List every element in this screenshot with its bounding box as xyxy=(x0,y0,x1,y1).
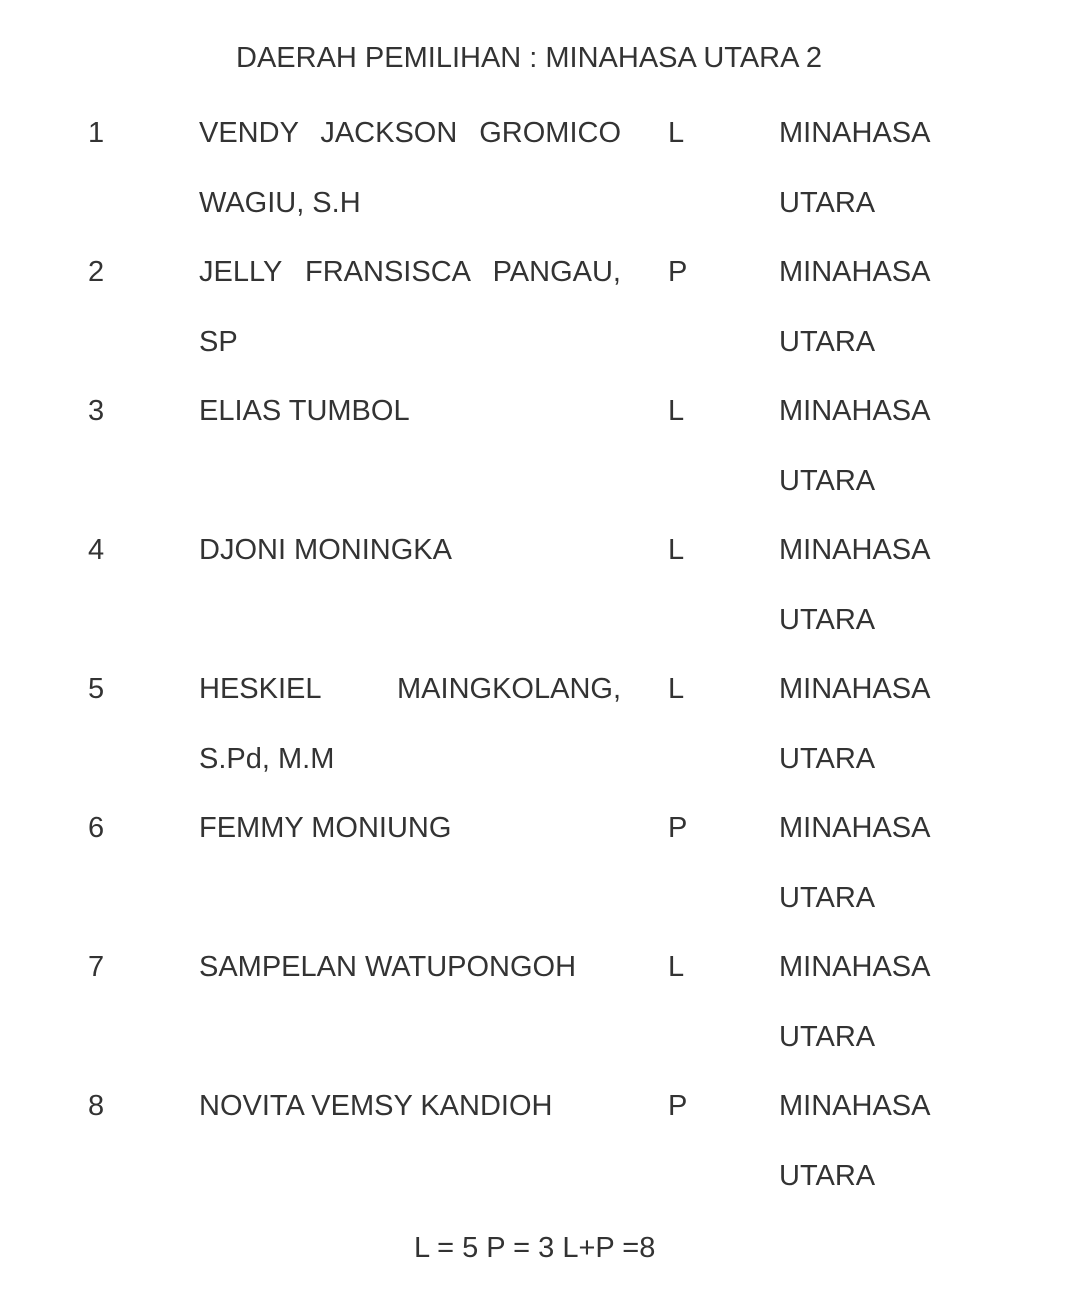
candidate-region-line-2: UTARA xyxy=(779,187,876,219)
candidate-name xyxy=(199,256,621,396)
candidate-name-line-2 xyxy=(199,465,621,535)
page-title: DAERAH PEMILIHAN : MINAHASA UTARA 2 xyxy=(236,42,823,74)
candidate-region-line-2: UTARA xyxy=(779,882,876,914)
candidate-name-line-1: HESKIEL MAINGKOLANG, xyxy=(199,673,621,705)
candidate-region-line-1: MINAHASA xyxy=(779,951,931,983)
candidate-row xyxy=(0,534,1080,673)
candidate-name-line-2: S.Pd, M.M xyxy=(199,743,335,775)
candidate-region xyxy=(779,1090,930,1230)
candidate-region xyxy=(779,673,930,813)
candidate-number: 4 xyxy=(88,534,105,566)
candidate-row xyxy=(0,1090,1080,1229)
candidate-gender: P xyxy=(668,256,688,288)
candidate-row xyxy=(0,117,1080,256)
candidate-row xyxy=(0,812,1080,951)
candidate-region-line-1: MINAHASA xyxy=(779,812,931,844)
candidate-region-line-1: MINAHASA xyxy=(779,256,931,288)
candidate-name xyxy=(199,812,621,952)
candidate-name-line-2 xyxy=(199,604,621,674)
candidate-name xyxy=(199,951,621,1091)
candidate-gender: P xyxy=(668,1090,688,1122)
candidate-region-line-2: UTARA xyxy=(779,604,876,636)
candidate-name xyxy=(199,117,621,257)
candidate-region-line-1: MINAHASA xyxy=(779,1090,931,1122)
candidate-region-line-1: MINAHASA xyxy=(779,534,931,566)
candidate-region-line-2: UTARA xyxy=(779,1021,876,1053)
candidate-gender: L xyxy=(668,951,685,983)
candidate-row xyxy=(0,256,1080,395)
candidate-region xyxy=(779,395,930,535)
candidate-number: 3 xyxy=(88,395,105,427)
candidate-region xyxy=(779,534,930,674)
candidate-name-line-2: WAGIU, S.H xyxy=(199,187,361,219)
candidate-name-line-2: SP xyxy=(199,326,238,358)
candidate-gender: P xyxy=(668,812,688,844)
candidate-region xyxy=(779,951,930,1091)
candidate-name-line-1: NOVITA VEMSY KANDIOH xyxy=(199,1090,553,1122)
candidate-gender: L xyxy=(668,395,685,427)
candidate-region-line-1: MINAHASA xyxy=(779,117,931,149)
candidate-number: 6 xyxy=(88,812,105,844)
candidate-gender: L xyxy=(668,117,685,149)
candidate-name-line-2 xyxy=(199,1160,621,1230)
candidate-gender: L xyxy=(668,673,685,705)
candidate-number: 8 xyxy=(88,1090,105,1122)
candidate-row xyxy=(0,673,1080,812)
candidate-region-line-1: MINAHASA xyxy=(779,673,931,705)
candidate-region-line-2: UTARA xyxy=(779,743,876,775)
candidate-name xyxy=(199,534,621,674)
candidate-name xyxy=(199,673,621,813)
candidate-name-line-2 xyxy=(199,1021,621,1091)
candidate-name-line-1: ELIAS TUMBOL xyxy=(199,395,410,427)
candidate-region-line-1: MINAHASA xyxy=(779,395,931,427)
candidate-name xyxy=(199,1090,621,1230)
candidate-name-line-1: SAMPELAN WATUPONGOH xyxy=(199,951,577,983)
candidate-name-line-2 xyxy=(199,882,621,952)
candidate-number: 1 xyxy=(88,117,105,149)
candidate-region-line-2: UTARA xyxy=(779,1160,876,1192)
candidate-name-line-1: VENDY JACKSON GROMICO xyxy=(199,117,621,149)
candidate-region xyxy=(779,117,930,257)
candidate-name-line-1: FEMMY MONIUNG xyxy=(199,812,452,844)
candidate-name-line-1: JELLY FRANSISCA PANGAU, xyxy=(199,256,621,288)
candidate-region xyxy=(779,256,930,396)
gender-summary: L = 5 P = 3 L+P =8 xyxy=(414,1232,656,1264)
candidate-region-line-2: UTARA xyxy=(779,465,876,497)
candidate-region xyxy=(779,812,930,952)
candidate-number: 7 xyxy=(88,951,105,983)
candidate-name xyxy=(199,395,621,535)
candidate-name-line-1: DJONI MONINGKA xyxy=(199,534,452,566)
candidate-row xyxy=(0,395,1080,534)
candidate-row xyxy=(0,951,1080,1090)
candidate-number: 5 xyxy=(88,673,105,705)
candidate-number: 2 xyxy=(88,256,105,288)
candidate-region-line-2: UTARA xyxy=(779,326,876,358)
candidate-gender: L xyxy=(668,534,685,566)
